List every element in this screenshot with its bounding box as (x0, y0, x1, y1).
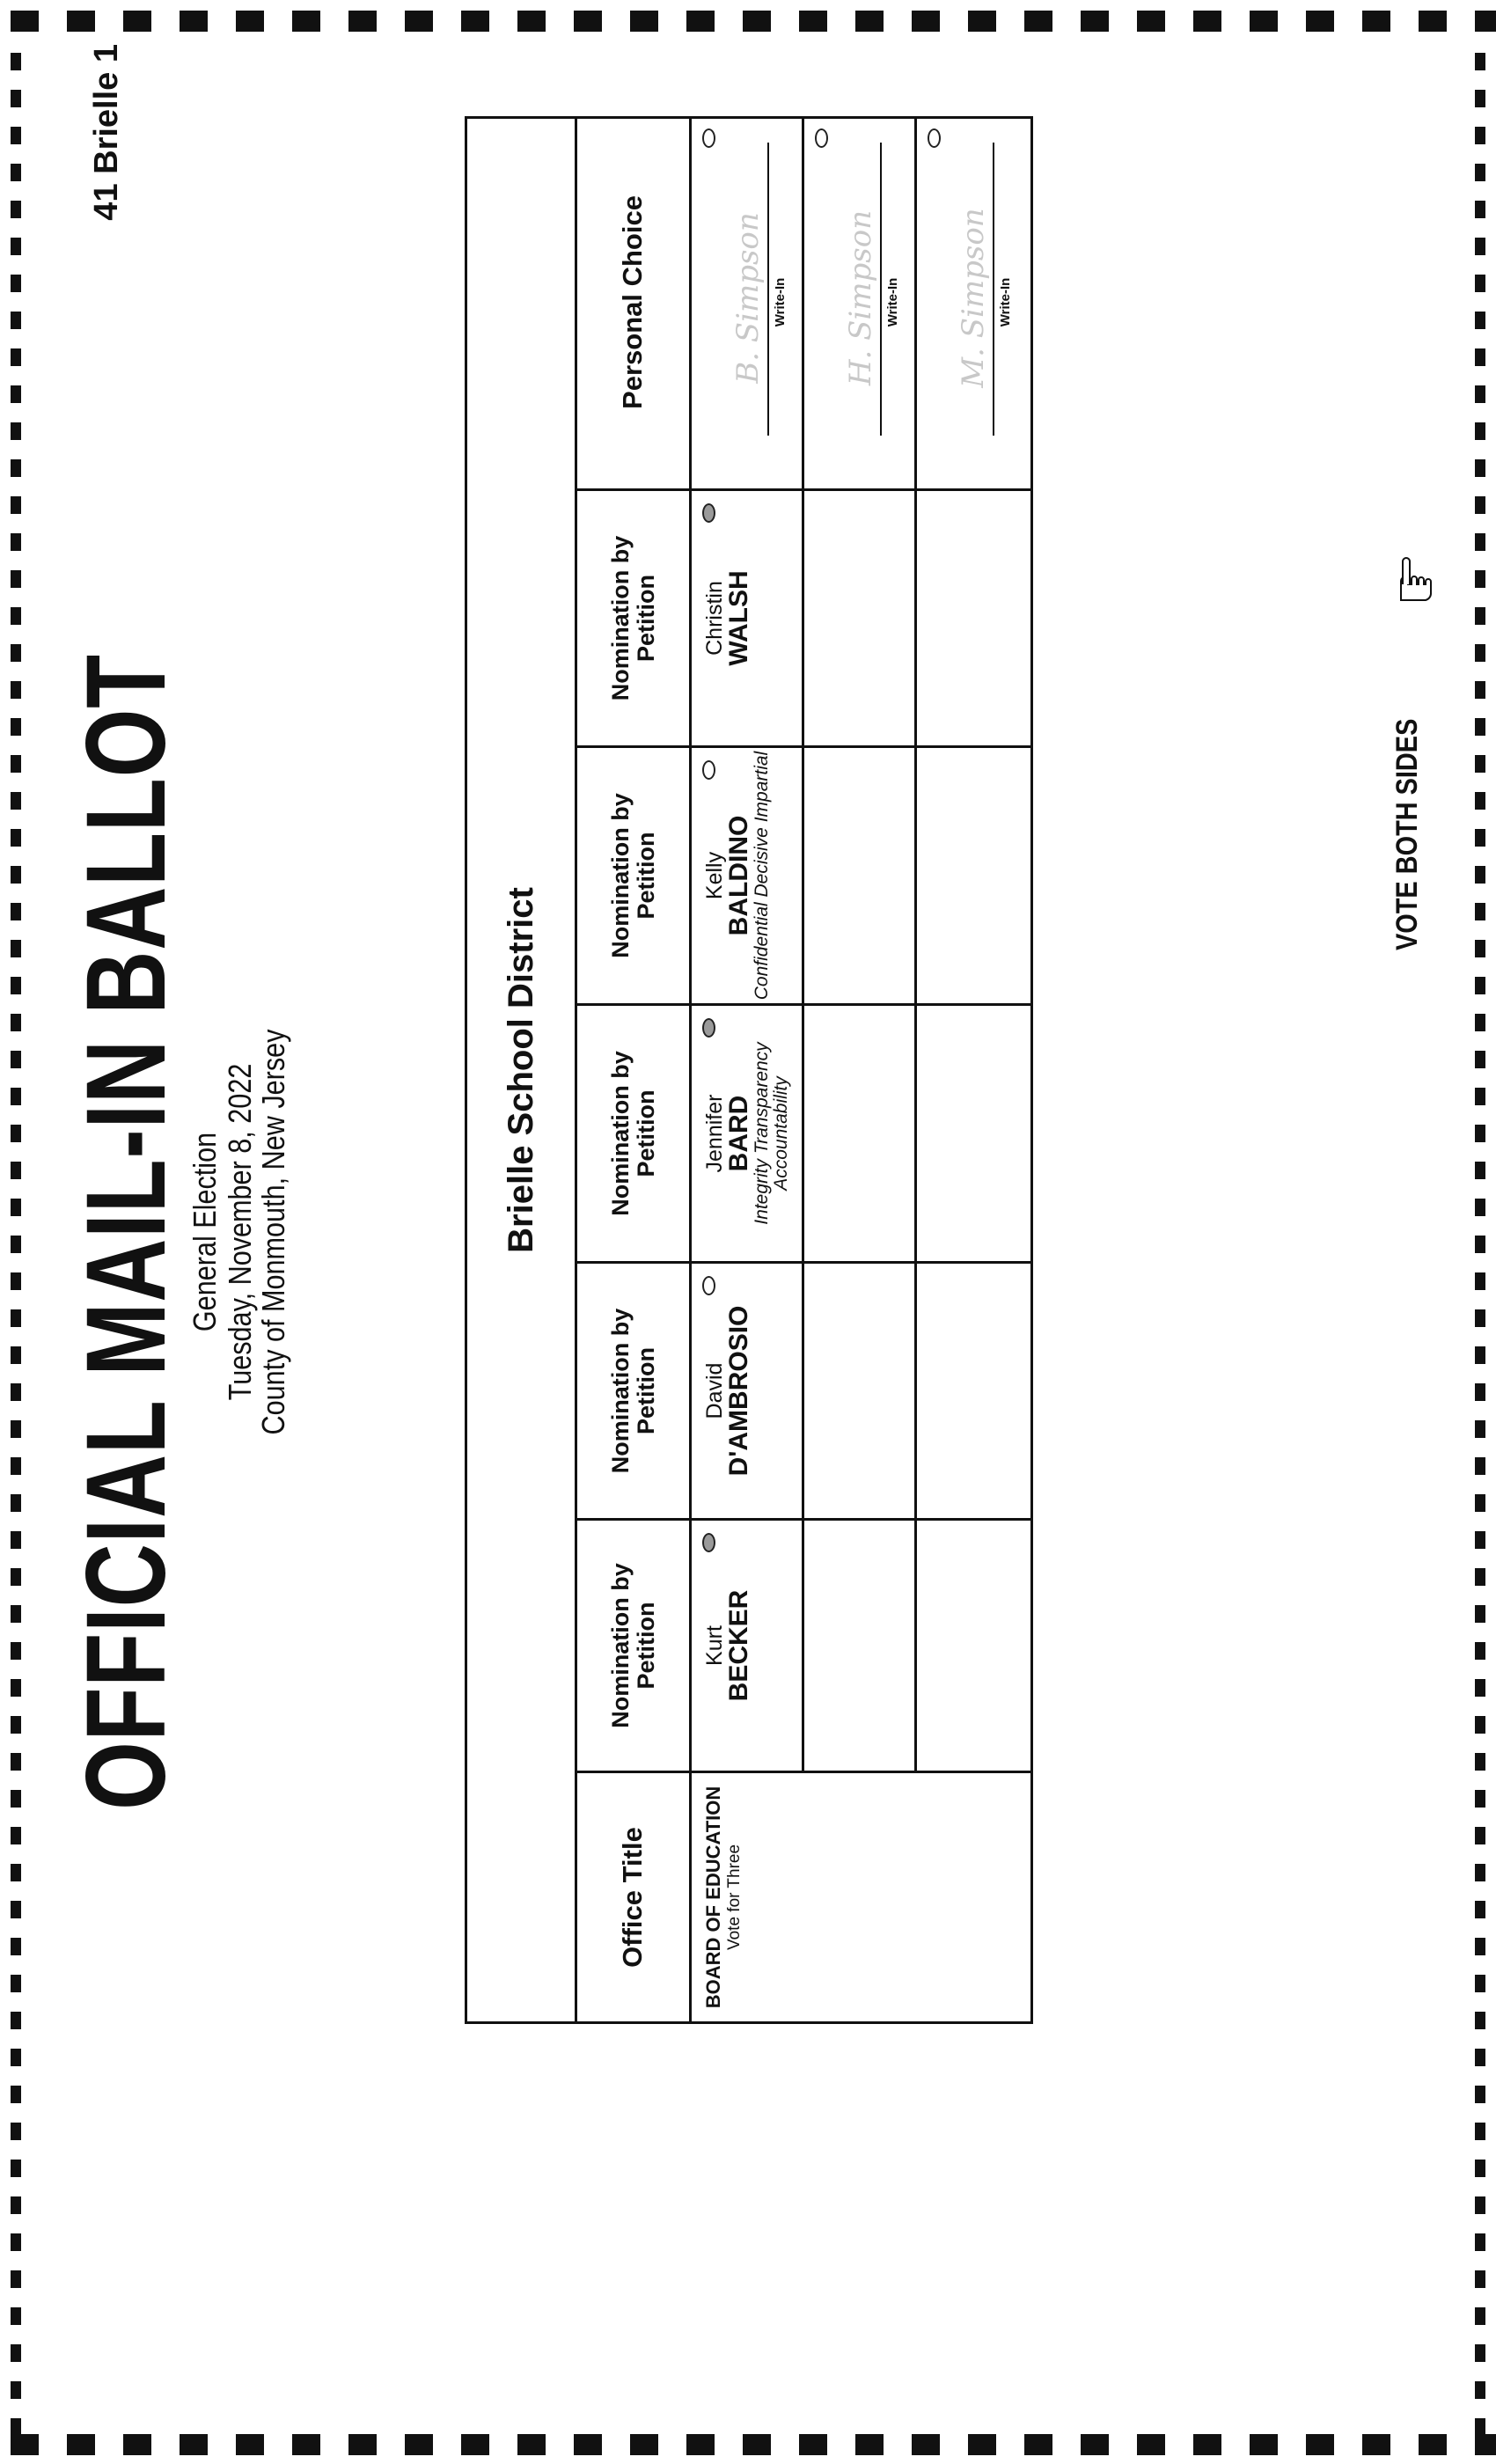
candidate-cell (917, 1264, 1036, 1518)
candidate-cell (917, 1006, 1036, 1261)
vote-oval[interactable] (702, 1018, 715, 1038)
election-county: County of Monmouth, New Jersey (255, 1029, 291, 1435)
candidate-cell (804, 1264, 917, 1518)
office-name: BOARD OF EDUCATION (702, 1786, 724, 2009)
candidate-cell (917, 1521, 1036, 1771)
column-header: Nomination by Petition (577, 491, 692, 745)
candidate-cell (692, 1264, 804, 1518)
candidate-slogan: Confidential Decisive Impartial (752, 751, 772, 1001)
column-header: Nomination by Petition (577, 748, 692, 1003)
candidate-cell (917, 491, 1036, 745)
candidate-first-name: Kelly (702, 851, 727, 900)
write-in-oval[interactable] (928, 128, 941, 148)
candidate-cell (917, 748, 1036, 1003)
personal-choice-column (577, 116, 1030, 488)
write-in-line[interactable] (993, 143, 994, 436)
district-heading: Brielle School District (467, 119, 577, 2021)
office-instruction: Vote for Three (725, 1844, 744, 1951)
precinct-label: 41 Brielle 1 (88, 44, 125, 221)
column-header: Nomination by Petition (577, 1264, 692, 1518)
ballot-title: OFFICIAL MAIL-IN BALLOT (63, 654, 189, 1810)
write-in-label: Write-In (998, 277, 1013, 327)
write-in-line[interactable] (880, 143, 882, 436)
write-in-label: Write-In (773, 277, 788, 327)
candidate-column (577, 488, 1030, 745)
candidate-last-name: D'AMBROSIO (724, 1305, 753, 1477)
write-in-cell (917, 116, 1036, 488)
candidate-last-name: BECKER (724, 1589, 753, 1702)
write-in-label: Write-In (885, 277, 900, 327)
candidate-cell (692, 491, 804, 745)
candidate-cell (692, 1006, 804, 1261)
pointing-hand-icon (1382, 554, 1434, 607)
write-in-oval[interactable] (702, 128, 715, 148)
column-header: Nomination by Petition (577, 1006, 692, 1261)
office-column (577, 1771, 1030, 2021)
vote-oval[interactable] (702, 1276, 715, 1295)
write-in-handwriting: M. Simpson (956, 208, 991, 388)
candidate-first-name: Christin (702, 581, 727, 656)
vote-both-sides-notice: VOTE BOTH SIDES (1390, 718, 1424, 950)
candidate-last-name: WALSH (724, 570, 753, 666)
candidate-column (577, 1003, 1030, 1261)
candidate-last-name: BARD (724, 1095, 753, 1172)
election-name: General Election (187, 1132, 223, 1332)
candidate-first-name: Kurt (702, 1625, 727, 1666)
candidate-cell (804, 1521, 917, 1771)
candidate-first-name: David (702, 1362, 727, 1419)
candidate-column (577, 1518, 1030, 1771)
write-in-handwriting: H. Simpson (843, 209, 878, 386)
write-in-cell (804, 116, 917, 488)
write-in-line[interactable] (767, 143, 769, 436)
vote-oval[interactable] (702, 760, 715, 780)
election-date: Tuesday, November 8, 2022 (222, 1063, 258, 1401)
candidate-cell (692, 1521, 804, 1771)
vote-oval[interactable] (702, 1533, 715, 1552)
personal-choice-header: Personal Choice (577, 116, 692, 488)
write-in-handwriting: B. Simpson (730, 212, 766, 384)
candidate-cell (804, 1006, 917, 1261)
write-in-cell (692, 116, 804, 488)
candidate-column (577, 745, 1030, 1003)
ballot-table (465, 116, 1033, 2024)
office-title-header: Office Title (577, 1773, 692, 2021)
candidate-last-name: BALDINO (724, 815, 753, 936)
candidate-cell (804, 748, 917, 1003)
vote-oval[interactable] (702, 503, 715, 523)
candidate-cell (692, 748, 804, 1003)
candidate-first-name: Jennifer (702, 1094, 727, 1173)
office-cell (692, 1773, 1036, 2021)
candidate-slogan: Integrity Transparency Accountability (752, 1042, 792, 1225)
candidate-column (577, 1261, 1030, 1518)
write-in-oval[interactable] (815, 128, 828, 148)
column-header: Nomination by Petition (577, 1521, 692, 1771)
candidate-cell (804, 491, 917, 745)
